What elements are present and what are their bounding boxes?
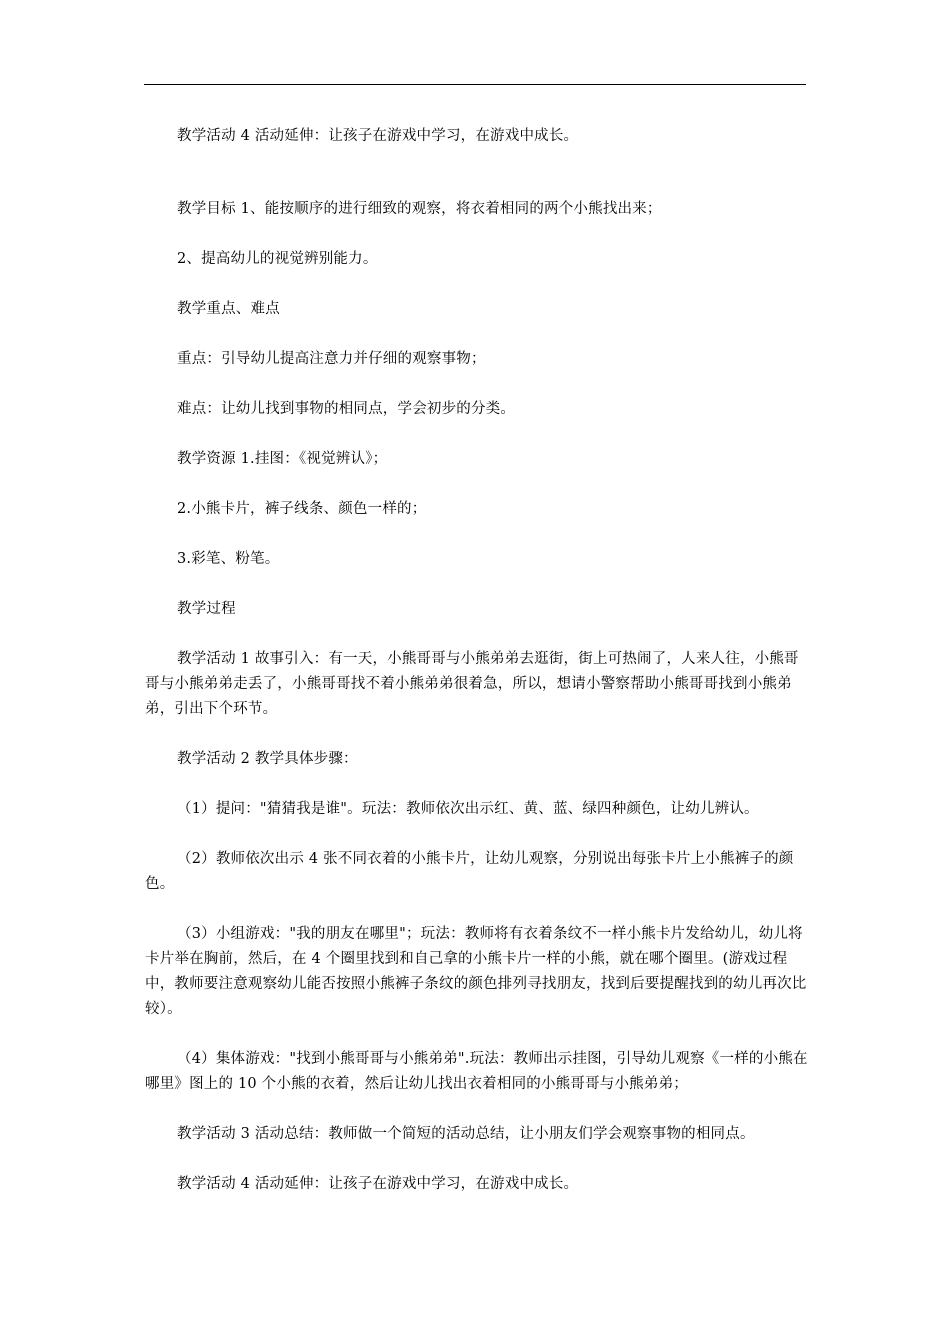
paragraph-step-3: （3）小组游戏："我的朋友在哪里"；玩法：教师将有衣着条纹不一样小熊卡片发给幼儿，幼儿将卡片举在胸前，然后，在 4 个圈里找到和自己拿的小熊卡片一样的小熊，就在哪个圈里。(游戏过程中，教师要注意观察幼儿能否按照小熊裤子条纹的颜色排列寻找朋友，找到后要提醒找到的幼儿再次比较）。 [145,926,807,1017]
paragraph-extension-intro: 教学活动 4 活动延伸：让孩子在游戏中学习，在游戏中成长。 [177,128,579,144]
document-body [145,124,810,1197]
paragraph-key-point: 重点：引导幼儿提高注意力并仔细的观察事物； [177,351,486,367]
paragraph-activity-1: 教学活动 1 故事引入：有一天，小熊哥哥与小熊弟弟去逛街，街上可热闹了，人来人往，小熊哥哥与小熊弟弟走丢了，小熊哥哥找不着小熊弟弟很着急，所以，想请小警察帮助小熊哥哥找到小熊弟弟，引出下个环节。 [145,651,799,717]
paragraph-resource-3: 3.彩笔、粉笔。 [177,551,280,567]
paragraph-resource-1: 教学资源 1.挂图：《视觉辨认》； [177,451,388,467]
paragraph-activity-3: 教学活动 3 活动总结：教师做一个简短的活动总结，让小朋友们学会观察事物的相同点。 [177,1126,755,1142]
paragraph-activity-2: 教学活动 2 教学具体步骤： [177,751,358,767]
paragraph-goal-2: 2、提高幼儿的视觉辨别能力。 [177,251,378,267]
paragraph-activity-4: 教学活动 4 活动延伸：让孩子在游戏中学习，在游戏中成长。 [177,1176,579,1192]
header-rule [144,84,806,85]
paragraph-resource-2: 2.小熊卡片，裤子线条、颜色一样的； [177,501,427,517]
paragraph-key-points-heading: 教学重点、难点 [177,301,280,317]
paragraph-goal-1: 教学目标 1、能按顺序的进行细致的观察，将衣着相同的两个小熊找出来； [177,201,662,217]
paragraph-step-1: （1）提问："猜猜我是谁"。玩法：教师依次出示红、黄、蓝、绿四种颜色，让幼儿辨认。 [177,801,759,817]
paragraph-step-2: （2）教师依次出示 4 张不同衣着的小熊卡片，让幼儿观察，分别说出每张卡片上小熊裤子的颜色。 [145,851,794,892]
paragraph-difficult-point: 难点：让幼儿找到事物的相同点，学会初步的分类。 [177,401,516,417]
paragraph-process-heading: 教学过程 [177,601,236,617]
paragraph-step-4: （4）集体游戏："找到小熊哥哥与小熊弟弟".玩法：教师出示挂图，引导幼儿观察《一样的小熊在哪里》图上的 10 个小熊的衣着，然后让幼儿找出衣着相同的小熊哥哥与小熊弟弟； [145,1051,808,1092]
